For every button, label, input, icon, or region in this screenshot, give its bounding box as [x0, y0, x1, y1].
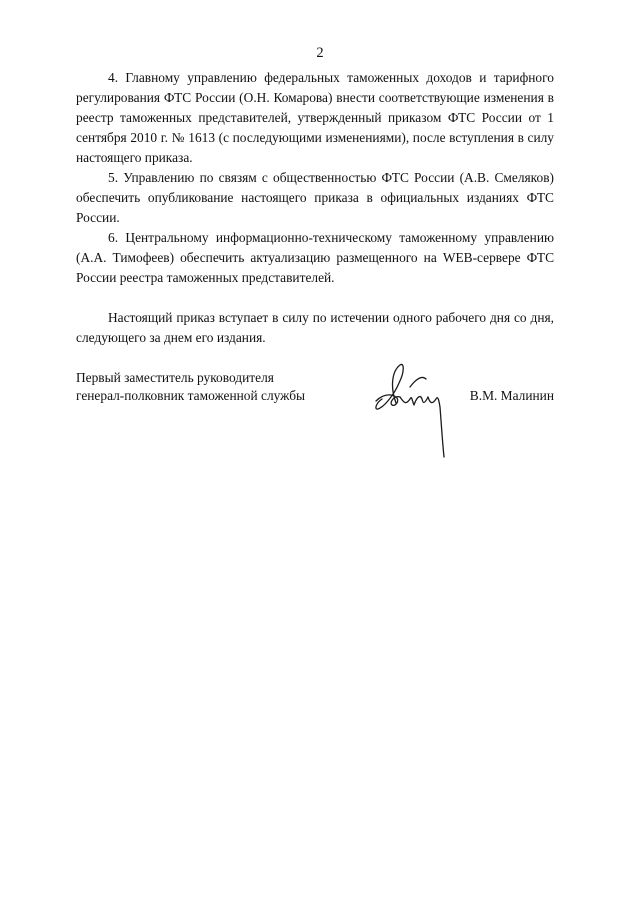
paragraph-item-4: 4. Главному управлению федеральных таможенных доходов и тарифного регулирования ФТС России (О.Н. Комарова) внести соответствующие изменения в реестр таможенных представителей, утвержденный приказом ФТС России от 1 сентября 2010 г. № 1613 (с последующими изменениями), после вступления в силу настоящего приказа. — [76, 70, 554, 165]
paragraph-item-5: 5. Управлению по связям с общественностью ФТС России (А.В. Смеляков) обеспечить опубликование настоящего приказа в официальных изданиях ФТС России. — [76, 170, 554, 225]
signature-block — [76, 369, 554, 479]
document-body — [76, 68, 554, 348]
signer-name: В.М. Малинин — [469, 388, 554, 403]
closing-paragraph: Настоящий приказ вступает в силу по истечении одного рабочего дня со дня, следующего за днем его издания. — [76, 310, 554, 345]
signer-title-line-1: Первый заместитель руководителя — [76, 370, 274, 385]
paragraph-item-6: 6. Центральному информационно-техническому таможенному управлению (А.А. Тимофеев) обеспечить актуализацию размещенного на WEB-сервере ФТС России реестра таможенных представителей. — [76, 230, 554, 285]
signer-title — [76, 369, 336, 405]
page-number: 2 — [316, 45, 324, 61]
signer-title-line-2: генерал-полковник таможенной службы — [76, 388, 306, 403]
handwritten-signature — [366, 357, 458, 467]
